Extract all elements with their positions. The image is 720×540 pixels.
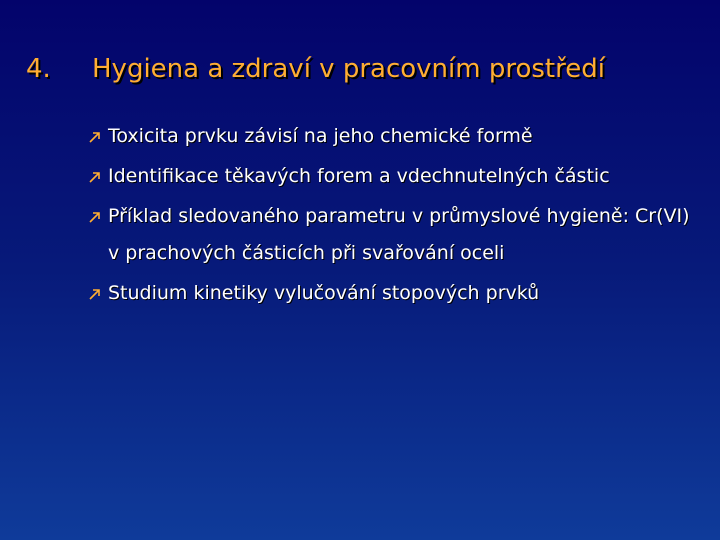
arrow-up-right-icon <box>86 158 104 195</box>
bullet-item <box>86 118 706 155</box>
bullet-item <box>86 198 706 272</box>
arrow-up-right-icon <box>86 198 104 235</box>
bullet-text: Identifikace těkavých forem a vdechnutelných částic <box>108 165 610 187</box>
bullet-item <box>86 158 706 195</box>
bullet-text: Toxicita prvku závisí na jeho chemické formě <box>108 125 533 147</box>
bullet-list <box>86 118 706 315</box>
bullet-item <box>86 275 706 312</box>
arrow-up-right-icon <box>86 275 104 312</box>
bullet-text: Studium kinetiky vylučování stopových prvků <box>108 282 540 304</box>
slide-number: 4. <box>26 54 51 84</box>
arrow-up-right-icon <box>86 118 104 155</box>
bullet-text: Příklad sledovaného parametru v průmyslové hygieně: Cr(VI) v prachových částicích při svařování oceli <box>108 205 690 264</box>
slide-title: Hygiena a zdraví v pracovním prostředí <box>92 54 605 84</box>
